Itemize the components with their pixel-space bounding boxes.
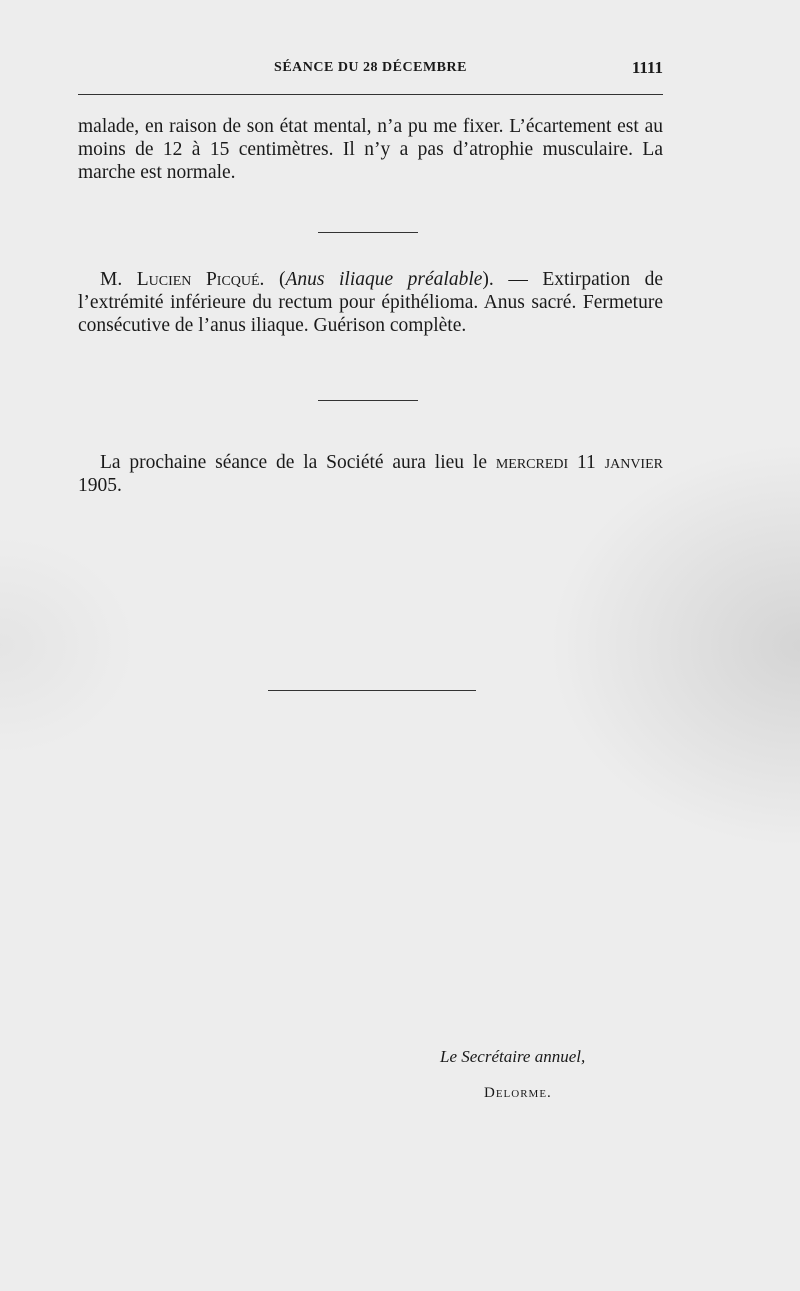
page-number: 1111 xyxy=(631,58,663,77)
next-session-end: . xyxy=(117,475,122,496)
next-session-text: La prochaine séance de la Société aura lieu le xyxy=(100,452,496,473)
title-open: ( xyxy=(264,269,286,290)
page-header xyxy=(78,60,663,82)
next-session-date: mercredi 11 janvier 1905 xyxy=(78,452,663,496)
communication-summary: — Extirpation de l’extrémité inférieure du rectum pour épithélioma. Anus sacré. Fermeture consécutive de l’anus iliaque. Guérison complète. xyxy=(78,269,664,336)
paragraph-next-session xyxy=(78,451,663,497)
running-title: SÉANCE DU 28 DÉCEMBRE xyxy=(274,60,467,75)
title-close: ). xyxy=(482,269,494,290)
communication-title: Anus iliaque préalable xyxy=(285,269,483,290)
signature-name: Delorme. xyxy=(484,1085,552,1101)
section-divider xyxy=(318,400,418,401)
paragraph-communication xyxy=(78,268,663,337)
section-divider xyxy=(318,232,418,233)
paragraph-continuation: malade, en raison de son état mental, n’a pu me fixer. L’écartement est au moins de 12 à 15 centimètres. Il n’y a pas d’atrophie musculaire. La marche est normale. xyxy=(78,116,663,183)
signature-title: Le Secrétaire annuel, xyxy=(440,1047,586,1066)
header-rule xyxy=(78,94,663,95)
closing-rule xyxy=(268,690,476,691)
author-name: M. Lucien Picqué. xyxy=(100,269,265,290)
